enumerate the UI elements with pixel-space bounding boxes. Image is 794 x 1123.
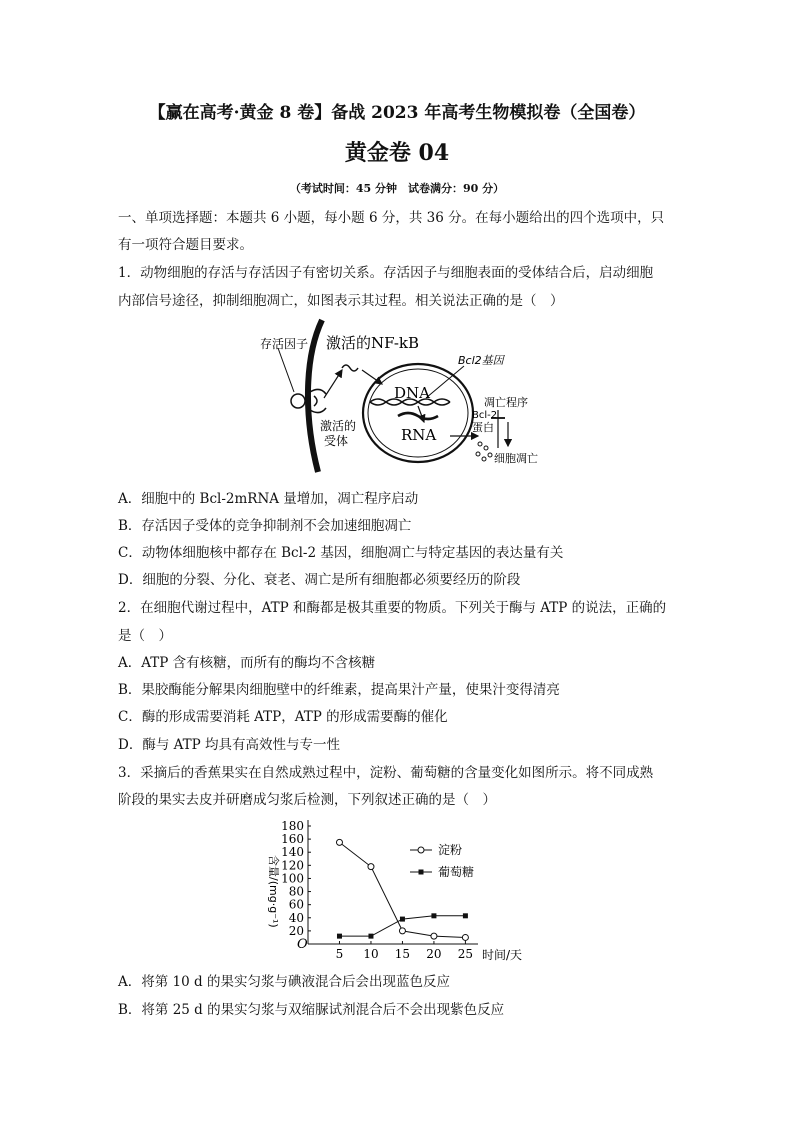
y-tick-label: 60 (288, 897, 304, 912)
q1-option-a: A．细胞中的 Bcl-2mRNA 量增加，凋亡程序启动 (118, 491, 419, 507)
label-dna: DNA (394, 384, 430, 402)
q2-stem-line2: 是（ ） (118, 628, 172, 644)
y-tick-label: 80 (288, 884, 304, 899)
q2-stem-line1: 2．在细胞代谢过程中，ATP 和酶都是极其重要的物质。下列关于酶与 ATP 的说法，正确的 (118, 600, 667, 616)
y-tick-label: 100 (281, 871, 304, 886)
apoptosis-signaling-diagram (258, 318, 558, 474)
q1-option-b: B．存活因子受体的竞争抑制剂不会加速细胞凋亡 (118, 518, 412, 534)
x-tick-label: 10 (363, 947, 379, 961)
label-apoptosis-program: 凋亡程序 (484, 396, 528, 409)
protein-dot (482, 457, 486, 461)
label-bcl2: Bcl-2 (472, 410, 498, 421)
x-tick-label: 25 (457, 947, 474, 961)
legend-marker-starch (418, 847, 424, 853)
y-tick-label: 20 (288, 923, 304, 938)
exam-info: （考试时间：45 分钟 试卷满分：90 分） (289, 182, 505, 195)
data-point-glucose (337, 934, 342, 939)
q3-option-a: A．将第 10 d 的果实匀浆与碘液混合后会出现蓝色反应 (118, 974, 450, 990)
exam-title: 【赢在高考·黄金 8 卷】备战 2023 年高考生物模拟卷（全国卷） (148, 103, 646, 123)
y-tick-label: 160 (281, 832, 304, 847)
origin-label: O (297, 937, 308, 952)
data-point-starch (336, 839, 342, 845)
protein-dot (488, 453, 492, 457)
data-point-glucose (463, 913, 468, 918)
survival-factor-leader (278, 348, 294, 392)
data-point-glucose (368, 934, 373, 939)
y-tick-label: 140 (281, 845, 304, 860)
q1-stem-line1: 1．动物细胞的存活与存活因子有密切关系。存活因子与细胞表面的受体结合后，启动细胞 (118, 265, 654, 281)
data-point-starch (462, 934, 468, 940)
y-tick-label: 180 (281, 819, 304, 833)
nucleus-outer (363, 364, 473, 462)
q2-option-c: C．酶的形成需要消耗 ATP，ATP 的形成需要酶的催化 (118, 709, 448, 725)
legend-label-1: 淀粉 (438, 843, 463, 857)
label-activated: 激活的 (320, 419, 357, 433)
q1-option-c: C．动物体细胞核中都存在 Bcl-2 基因，细胞凋亡与特定基因的表达量有关 (118, 545, 564, 561)
label-cell-apoptosis: 细胞凋亡 (494, 452, 538, 465)
x-tick-label: 5 (335, 947, 344, 961)
data-point-starch (368, 864, 374, 870)
q2-option-a: A．ATP 含有核糖，而所有的酶均不含核糖 (118, 655, 376, 671)
label-bcl2-gene: Bcl2基因 (458, 354, 504, 367)
q2-option-d: D．酶与 ATP 均具有高效性与专一性 (118, 737, 341, 753)
x-tick-label: 20 (426, 947, 442, 961)
section-instruction-line1: 一、单项选择题：本题共 6 小题，每小题 6 分，共 36 分。在每小题给出的四个选项中，只 (118, 210, 665, 226)
legend-marker-glucose (419, 870, 424, 875)
y-tick-label: 120 (281, 858, 304, 873)
y-axis-label: 含量/(mg·g⁻¹) (267, 855, 280, 928)
data-point-glucose (431, 913, 436, 918)
q1-stem-line2: 内部信号途径，抑制细胞凋亡，如图表示其过程。相关说法正确的是（ ） (118, 293, 564, 309)
protein-dot (484, 446, 488, 450)
activation-arrow (324, 370, 342, 398)
starch-glucose-chart (258, 816, 523, 966)
label-rna: RNA (401, 426, 437, 444)
x-axis-label: 时间/天 (482, 948, 523, 962)
receptor-shape (310, 389, 326, 412)
section-instruction-line2: 有一项符合题目要求。 (118, 237, 253, 253)
label-receptor: 受体 (324, 434, 349, 448)
protein-dot (476, 452, 480, 456)
nfkb-shape (342, 365, 358, 371)
label-survival-factor: 存活因子 (260, 337, 309, 351)
protein-dot (478, 442, 482, 446)
q3-stem-line2: 阶段的果实去皮并研磨成匀浆后检测，下列叙述正确的是（ ） (118, 792, 496, 808)
rna-strand (398, 413, 438, 419)
q1-option-d: D．细胞的分裂、分化、衰老、凋亡是所有细胞都必须要经历的阶段 (118, 572, 521, 588)
y-tick-label: 40 (288, 910, 304, 925)
survival-factor-shape (291, 394, 305, 408)
x-tick-label: 15 (394, 947, 411, 961)
q3-stem-line1: 3．采摘后的香蕉果实在自然成熟过程中，淀粉、葡萄糖的含量变化如图所示。将不同成熟 (118, 765, 654, 781)
label-activated-nfkb: 激活的NF-kB (326, 334, 420, 352)
q3-option-b: B．将第 25 d 的果实匀浆与双缩脲试剂混合后不会出现紫色反应 (118, 1002, 505, 1018)
label-protein: 蛋白 (472, 421, 494, 434)
paper-subtitle: 黄金卷 04 (344, 140, 450, 166)
legend-label-2: 葡萄糖 (438, 865, 475, 879)
q2-option-b: B．果胶酶能分解果肉细胞壁中的纤维素，提高果汁产量，使果汁变得清亮 (118, 682, 560, 698)
data-point-glucose (400, 917, 405, 922)
data-point-starch (431, 933, 437, 939)
data-point-starch (399, 928, 405, 934)
